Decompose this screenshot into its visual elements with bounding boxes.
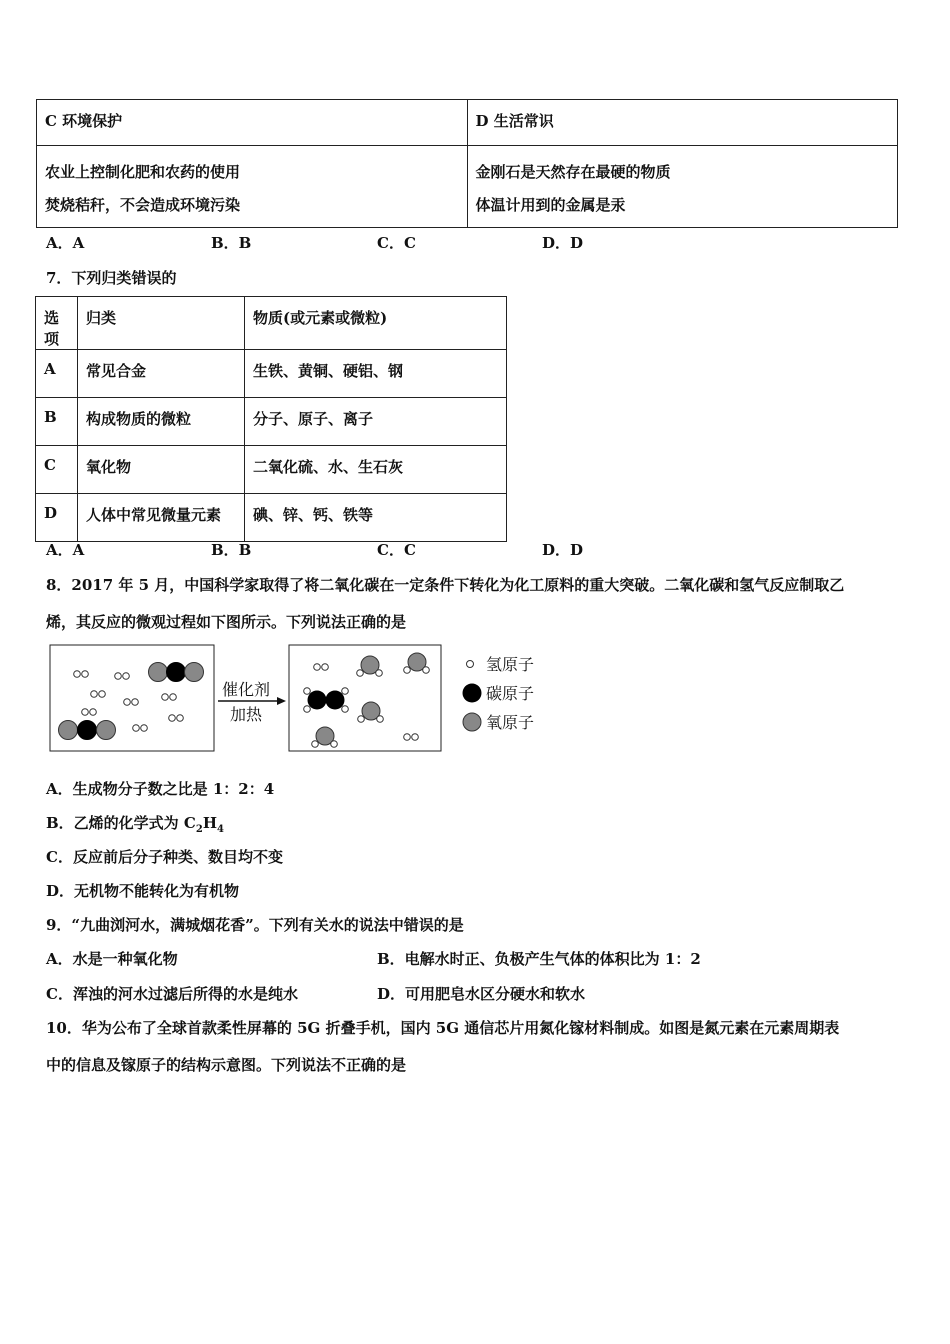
q10-stem-line-2: 中的信息及镓原子的结构示意图。下列说法不正确的是 <box>46 1056 407 1074</box>
q7-option-a[interactable]: A．A <box>46 541 85 559</box>
legend-oxygen-icon <box>463 713 481 731</box>
q7-stem: 7．下列归类错误的 <box>46 269 177 287</box>
q8-stem-line-1: 8．2017 年 5 月，中国科学家取得了将二氧化碳在一定条件下转化为化工原料的重大突破。二氧化碳和氢气反应制取乙 <box>46 576 845 594</box>
q7-row-d-category: 人体中常见微量元素 <box>78 494 245 542</box>
q7-row-b-category: 构成物质的微粒 <box>78 398 245 446</box>
q7-header-substance: 物质(或元素或微粒) <box>245 297 507 350</box>
q7-table <box>35 296 507 542</box>
water-molecule-1 <box>357 656 383 676</box>
q8-option-b-mid: H <box>202 814 217 832</box>
q7-row-b-substance: 分子、原子、离子 <box>245 398 507 446</box>
q8-option-d[interactable]: D．无机物不能转化为有机物 <box>46 882 240 900</box>
water-molecule-2 <box>404 653 430 673</box>
q7-row-d-substance: 碘、锌、钙、铁等 <box>245 494 507 542</box>
d-line-2: 体温计用到的金属是汞 <box>475 196 626 214</box>
legend-oxygen-label: 氧原子 <box>486 713 535 732</box>
q7-header-option: 选项 <box>36 297 78 350</box>
q9-option-a[interactable]: A．水是一种氧化物 <box>46 950 178 968</box>
legend-carbon-label: 碳原子 <box>486 684 535 703</box>
c-line-1: 农业上控制化肥和农药的使用 <box>45 163 241 181</box>
legend-hydrogen-label: 氢原子 <box>486 655 535 674</box>
q6-options <box>46 232 646 254</box>
q7-row-c-label: C <box>36 446 78 494</box>
q7-row-c-category: 氧化物 <box>78 446 245 494</box>
q8-stem-line-2: 烯，其反应的微观过程如下图所示。下列说法正确的是 <box>46 613 407 631</box>
q8-option-b[interactable] <box>46 812 224 835</box>
c-header: C 环境保护 <box>37 100 468 146</box>
arrow-condition-top: 催化剂 <box>221 680 271 699</box>
water-molecule-3 <box>358 702 384 722</box>
reaction-diagram <box>48 642 548 756</box>
q7-option-d[interactable]: D．D <box>542 541 584 559</box>
q10-stem-line-1: 10．华为公布了全球首款柔性屏幕的 5G 折叠手机，国内 5G 通信芯片用氮化镓材料制成。如图是氮元素在元素周期表 <box>46 1019 840 1037</box>
q8-option-c[interactable]: C．反应前后分子种类、数目均不变 <box>46 848 283 866</box>
q6-option-c[interactable]: C．C <box>377 234 416 252</box>
q7-row-b-label: B <box>36 398 78 446</box>
q7-row-a-category: 常见合金 <box>78 350 245 398</box>
q7-row-a-label: A <box>36 350 78 398</box>
ethylene-molecule <box>304 688 349 713</box>
q6-option-a[interactable]: A．A <box>46 234 85 252</box>
q7-options <box>46 539 646 561</box>
q7-row-d-label: D <box>36 494 78 542</box>
q8-option-b-prefix: B．乙烯的化学式为 C <box>46 814 196 832</box>
q8-option-a[interactable]: A．生成物分子数之比是 1：2：4 <box>46 780 275 798</box>
legend-hydrogen-icon <box>467 661 474 668</box>
q8-option-b-sub1: 2 <box>195 824 203 835</box>
co2-molecule-2 <box>59 721 116 740</box>
d-content <box>467 146 898 228</box>
c-content <box>37 146 468 228</box>
d-header: D 生活常识 <box>467 100 898 146</box>
arrow-condition-bottom: 加热 <box>229 705 263 724</box>
co2-molecule-1 <box>149 663 204 682</box>
q6-option-b[interactable]: B．B <box>211 234 252 252</box>
q6-option-d[interactable]: D．D <box>542 234 584 252</box>
q9-stem: 9．“九曲浏河水，满城烟花香”。下列有关水的说法中错误的是 <box>46 916 464 934</box>
knowledge-table <box>36 99 898 228</box>
q9-option-c[interactable]: C．浑浊的河水过滤后所得的水是纯水 <box>46 985 298 1003</box>
q7-header-category: 归类 <box>78 297 245 350</box>
water-molecule-4 <box>312 727 338 747</box>
q7-option-c[interactable]: C．C <box>377 541 416 559</box>
q8-option-b-sub2: 4 <box>217 824 224 835</box>
legend-carbon-icon <box>463 684 482 703</box>
q9-option-b[interactable]: B．电解水时正、负极产生气体的体积比为 1：2 <box>377 950 701 968</box>
q7-option-b[interactable]: B．B <box>211 541 252 559</box>
q7-row-c-substance: 二氧化硫、水、生石灰 <box>245 446 507 494</box>
q7-row-a-substance: 生铁、黄铜、硬铝、钢 <box>245 350 507 398</box>
d-line-1: 金刚石是天然存在最硬的物质 <box>475 163 671 181</box>
c-line-2: 焚烧秸秆，不会造成环境污染 <box>45 196 241 214</box>
reaction-arrow-head <box>277 697 286 705</box>
q9-option-d[interactable]: D．可用肥皂水区分硬水和软水 <box>377 985 586 1003</box>
